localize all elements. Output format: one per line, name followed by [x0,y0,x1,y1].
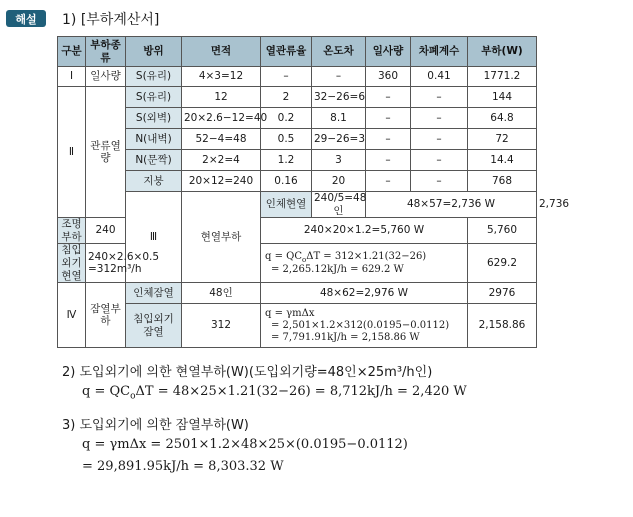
calc-line-1: $q = QC_o\Delta T = 312\times 1.21(32-26)$ [265,250,427,264]
table-row [58,171,537,192]
group-roman: Ⅱ [58,87,86,218]
cell-area: 4×3=12 [182,67,261,87]
cell-shading: – [411,150,468,171]
cell-u-value: 2 [261,87,312,108]
cell-load: 144 [468,87,537,108]
table-row: Ⅲ 현열부하 인체현열 240/5=48인 48×57=2,736 W 2,736 [58,192,537,218]
cell-calc: 240×20×1.2=5,760 W [261,218,468,244]
cell-direction: S(유리) [126,87,182,108]
cell-solar: – [366,171,411,192]
cell-shading: 0.41 [411,67,468,87]
cell-load: 2,158.86 [468,304,537,348]
cell-direction: 지붕 [126,171,182,192]
cell-calc: 48×57=2,736 W [366,192,537,218]
col-header-load-type: 부하종류 [86,37,126,67]
cell-shading: – [411,87,468,108]
cell-load: 768 [468,171,537,192]
cell-direction: N(내벽) [126,129,182,150]
cell-solar: 360 [366,67,411,87]
col-header-load: 부하(W) [468,37,537,67]
cell-area: 48인 [182,283,261,304]
cell-shading: – [411,108,468,129]
cell-u-value: 0.2 [261,108,312,129]
col-header-u-value: 열관류율 [261,37,312,67]
cell-solar: – [366,87,411,108]
area-line-1: 240×2.6×0.5 [88,250,160,263]
cell-direction: N(문짝) [126,150,182,171]
cell-shading: – [411,171,468,192]
item-line-2: 현열 [61,269,82,282]
cell-solar: – [366,129,411,150]
area-line-2: =312m³/h [88,263,142,276]
cell-item [126,304,182,348]
section-2-title: 2) 도입외기에 의한 현열부하(W)(도입외기량=48인×25m³/h인) [62,365,433,380]
cell-area: 240 [86,218,126,244]
table-row [58,108,537,129]
item-line-1: 침입외기 [133,313,174,326]
table-row [58,87,537,108]
cell-load: 2976 [468,283,537,304]
cell-area: 2×2=4 [182,150,261,171]
item-line-1: 침입외기 [61,244,82,269]
cell-load: 1771.2 [468,67,537,87]
cell-temp-diff: 29−26=3 [312,129,366,150]
cell-u-value: – [261,67,312,87]
table-row [58,283,537,304]
cell-area: 240/5=48인 [312,192,366,218]
cell-u-value: 1.2 [261,150,312,171]
calc-line-3: = 7,791.91kJ/h = 2,158.86 W [271,331,420,343]
answer-badge: 해설 [6,10,46,27]
table-header-row [58,37,537,67]
cell-temp-diff: 32−26=6 [312,87,366,108]
cell-area: 20×2.6−12=40 [182,108,261,129]
cell-area: 20×12=240 [182,171,261,192]
col-header-temp-diff: 온도차 [312,37,366,67]
col-header-direction: 방위 [126,37,182,67]
table-row [58,129,537,150]
cell-item [58,244,86,283]
calc-line-2: = 2,265.12kJ/h = 629.2 W [271,263,404,275]
cell-solar: – [366,150,411,171]
cell-calc: 48×62=2,976 W [261,283,468,304]
cell-load: 5,760 [468,218,537,244]
group-type: 일사량 [86,67,126,87]
cell-temp-diff: 3 [312,150,366,171]
cell-load: 72 [468,129,537,150]
group-type: 현열부하 [182,192,261,283]
cell-direction: S(외벽) [126,108,182,129]
cell-area: 12 [182,87,261,108]
cell-load: 14.4 [468,150,537,171]
cell-u-value: 0.16 [261,171,312,192]
section-1-heading: 1) [부하계산서] [62,12,160,28]
cell-item: 조명부하 [58,218,86,244]
section-3-equation-1: q = γmΔx = 2501×1.2×48×25×(0.0195−0.0112) [82,437,408,452]
item-line-2: 잠열 [143,325,164,338]
cell-u-value: 0.5 [261,129,312,150]
table-row [58,304,537,348]
group-roman: Ⅳ [58,283,86,348]
cell-area: 312 [182,304,261,348]
cell-area [86,244,160,283]
group-roman: Ⅰ [58,67,86,87]
section-3-title: 3) 도입외기에 의한 잠열부하(W) [62,418,249,433]
cell-temp-diff: 20 [312,171,366,192]
col-header-solar: 일사량 [366,37,411,67]
cell-temp-diff: 8.1 [312,108,366,129]
cell-load: 629.2 [468,244,537,283]
table-row [58,150,537,171]
section-3-equation-2: = 29,891.95kJ/h = 8,303.32 W [82,459,284,474]
col-header-shading: 차폐계수 [411,37,468,67]
cell-load: 64.8 [468,108,537,129]
calc-line-1: q = γmΔx [265,307,315,319]
calc-line-2: = 2,501×1.2×312(0.0195−0.0112) [271,319,450,331]
group-roman: Ⅲ [126,192,182,283]
cell-item: 인체현열 [261,192,312,218]
cell-calc [261,244,468,283]
load-calculation-table [57,36,570,348]
cell-temp-diff: – [312,67,366,87]
group-type: 관류열량 [86,87,126,218]
cell-shading: – [411,129,468,150]
col-header-category: 구분 [58,37,86,67]
col-header-area: 면적 [182,37,261,67]
section-2-equation: $q = QC_o\Delta T = 48\times 25\times 1.21(32-26) = 8,712kJ/h = 2,420$ W [82,384,467,402]
cell-direction: S(유리) [126,67,182,87]
group-type: 잠열부하 [86,283,126,348]
cell-calc [261,304,468,348]
cell-item: 인체잠열 [126,283,182,304]
cell-area: 52−4=48 [182,129,261,150]
cell-solar: – [366,108,411,129]
table-row [58,67,537,87]
